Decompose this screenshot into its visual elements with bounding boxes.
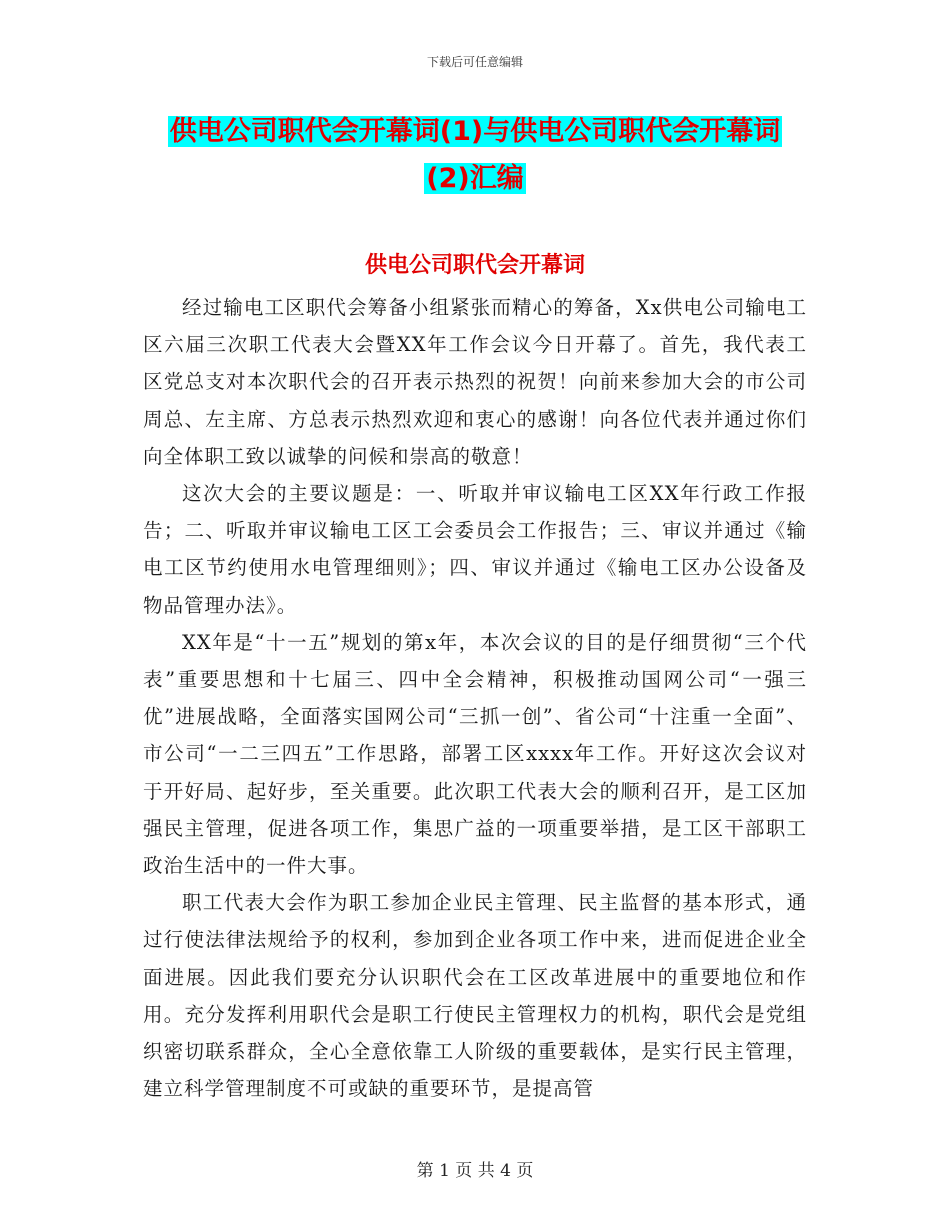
section-title: 供电公司职代会开幕词 bbox=[364, 253, 585, 278]
paragraph-1: 经过输电工区职代会筹备小组紧张而精心的筹备，Xx供电公司输电工区六届三次职工代表大会暨XX年工作会议今日开幕了。首先，我代表工区党总支对本次职代会的召开表示热烈的祝贺！向前来参加大会的市公司周总、左主席、方总表示热烈欢迎和衷心的感谢！向各位代表并通过你们向全体职工致以诚挚的问候和崇高的敬意！ bbox=[143, 296, 807, 468]
paragraph-3: XX年是“十一五”规划的第x年，本次会议的目的是仔细贯彻“三个代表”重要思想和十七届三、四中全会精神，积极推动国网公司“一强三优”进展战略，全面落实国网公司“三抓一创”、省公司“十注重一全面”、市公司“一二三四五”工作思路，部署工区xxxx年工作。开好这次会议对于开好局、起好步，至关重要。此次职工代表大会的顺利召开，是工区加强民主管理，促进各项工作，集思广益的一项重要举措，是工区干部职工政治生活中的一件大事。 bbox=[143, 630, 807, 878]
paragraph-4: 职工代表大会作为职工参加企业民主管理、民主监督的基本形式，通过行使法律法规给予的权利，参加到企业各项工作中来，进而促进企业全面进展。因此我们要充分认识职代会在工区改革进展中的重要地位和作用。充分发挥利用职代会是职工行使民主管理权力的机构，职代会是党组织密切联系群众，全心全意依靠工人阶级的重要载体，是实行民主管理，建立科学管理制度不可或缺的重要环节，是提高管 bbox=[143, 891, 807, 1101]
document-title-line-2: (2)汇编 bbox=[426, 163, 524, 194]
paragraph-2: 这次大会的主要议题是：一、听取并审议输电工区XX年行政工作报告；二、听取并审议输电工区工会委员会工作报告；三、审议并通过《输电工区节约使用水电管理细则》；四、审议并通过《输电工区办公设备及物品管理办法》。 bbox=[143, 482, 807, 617]
page-footer: 第 1 页 共 4 页 bbox=[416, 1161, 534, 1181]
body-text bbox=[143, 289, 807, 1107]
document-title bbox=[140, 108, 810, 202]
page-header: 下载后可任意编辑 bbox=[426, 55, 523, 69]
document-title-line-1: 供电公司职代会开幕词(1)与供电公司职代会开幕词 bbox=[169, 116, 781, 147]
